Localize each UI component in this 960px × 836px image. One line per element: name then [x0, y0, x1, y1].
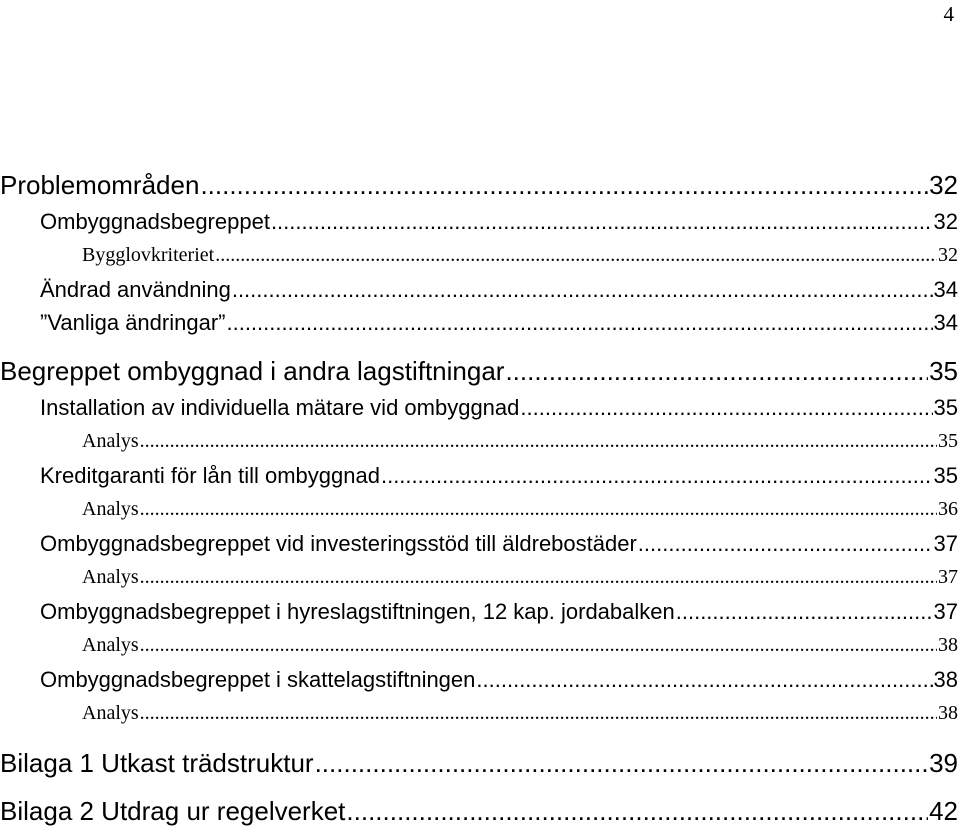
toc-entry-page: 38: [938, 634, 958, 656]
dot-leader: [381, 463, 933, 489]
toc-entry-analys[interactable]: [82, 498, 958, 521]
toc-entry-page: 37: [933, 531, 958, 556]
toc-entry-label: Ändrad användning: [40, 277, 231, 302]
toc-entry-skattelagstiftningen[interactable]: [40, 667, 958, 693]
toc-entry-label: Ombyggnadsbegreppet i hyreslagstiftningen, 12 kap. jordabalken: [40, 599, 675, 624]
toc-entry-page: 38: [938, 702, 958, 724]
toc-entry-analys[interactable]: [82, 702, 958, 725]
toc-entry-label: Bygglovkriteriet: [82, 244, 215, 266]
dot-leader: [520, 395, 932, 421]
toc-entry-page: 35: [938, 430, 958, 452]
toc-entry-page: 35: [933, 395, 958, 420]
toc-entry-page: 32: [929, 170, 958, 200]
toc-entry-label: Analys: [82, 566, 139, 588]
toc-entry-page: 35: [929, 356, 958, 386]
toc-entry-label: Analys: [82, 430, 139, 452]
toc-entry-page: 39: [929, 748, 958, 778]
toc-entry-page: 36: [938, 498, 958, 520]
toc-entry-page: 38: [933, 667, 958, 692]
dot-leader: [476, 667, 932, 693]
toc-entry-label: Ombyggnadsbegreppet: [40, 209, 270, 234]
toc-entry-label: Installation av individuella mätare vid ombyggnad: [40, 395, 520, 420]
toc-entry-label: Bilaga 2 Utdrag ur regelverket: [0, 796, 346, 826]
toc-entry-andrad-anvandning[interactable]: [40, 277, 958, 303]
toc-entry-page: 37: [933, 599, 958, 624]
toc-entry-ombyggnadsbegreppet[interactable]: [40, 209, 958, 235]
dot-leader: [232, 277, 933, 303]
toc-entry-investeringsstod[interactable]: [40, 531, 958, 557]
dot-leader: [140, 498, 937, 521]
toc-entry-label: Analys: [82, 702, 139, 724]
toc-entry-label: Ombyggnadsbegreppet vid investeringsstöd till äldrebostäder: [40, 531, 637, 556]
dot-leader: [676, 599, 933, 625]
toc-entry-analys[interactable]: [82, 634, 958, 657]
toc-entry-page: 32: [938, 244, 958, 266]
dot-leader: [315, 748, 929, 779]
toc-entry-label: Problemområden: [0, 170, 200, 200]
toc-entry-page: 35: [933, 463, 958, 488]
toc-entry-bilaga-2[interactable]: [0, 796, 958, 827]
dot-leader: [200, 170, 928, 201]
toc-entry-kreditgaranti[interactable]: [40, 463, 958, 489]
dot-leader: [505, 356, 928, 387]
dot-leader: [140, 430, 937, 453]
dot-leader: [215, 244, 937, 267]
toc-entry-label: Bilaga 1 Utkast trädstruktur: [0, 748, 314, 778]
toc-entry-page: 37: [938, 566, 958, 588]
toc-entry-label: Ombyggnadsbegreppet i skattelagstiftningen: [40, 667, 476, 692]
toc-entry-label: ”Vanliga ändringar”: [40, 310, 226, 335]
toc-entry-problemomraden[interactable]: [0, 170, 958, 201]
toc-entry-hyreslagstiftningen[interactable]: [40, 599, 958, 625]
dot-leader: [140, 634, 937, 657]
page-number: 4: [943, 2, 954, 26]
dot-leader: [140, 702, 937, 725]
toc-entry-label: Analys: [82, 634, 139, 656]
dot-leader: [346, 796, 928, 827]
toc-entry-label: Analys: [82, 498, 139, 520]
toc-entry-page: 34: [933, 310, 958, 335]
toc-entry-vanliga-andringar[interactable]: [40, 310, 958, 336]
dot-leader: [140, 566, 937, 589]
toc-entry-analys[interactable]: [82, 430, 958, 453]
toc-entry-label: Begreppet ombyggnad i andra lagstiftningar: [0, 356, 505, 386]
toc-entry-page: 32: [933, 209, 958, 234]
dot-leader: [638, 531, 933, 557]
dot-leader: [271, 209, 933, 235]
toc-entry-bilaga-1[interactable]: [0, 748, 958, 779]
toc-entry-label: Kreditgaranti för lån till ombyggnad: [40, 463, 380, 488]
toc-entry-page: 42: [929, 796, 958, 826]
dot-leader: [226, 310, 932, 336]
toc-entry-page: 34: [933, 277, 958, 302]
toc-entry-bygglovkriteriet[interactable]: [82, 244, 958, 267]
toc-entry-analys[interactable]: [82, 566, 958, 589]
toc-entry-begreppet-ombyggnad[interactable]: [0, 356, 958, 387]
toc-entry-installation-matare[interactable]: [40, 395, 958, 421]
